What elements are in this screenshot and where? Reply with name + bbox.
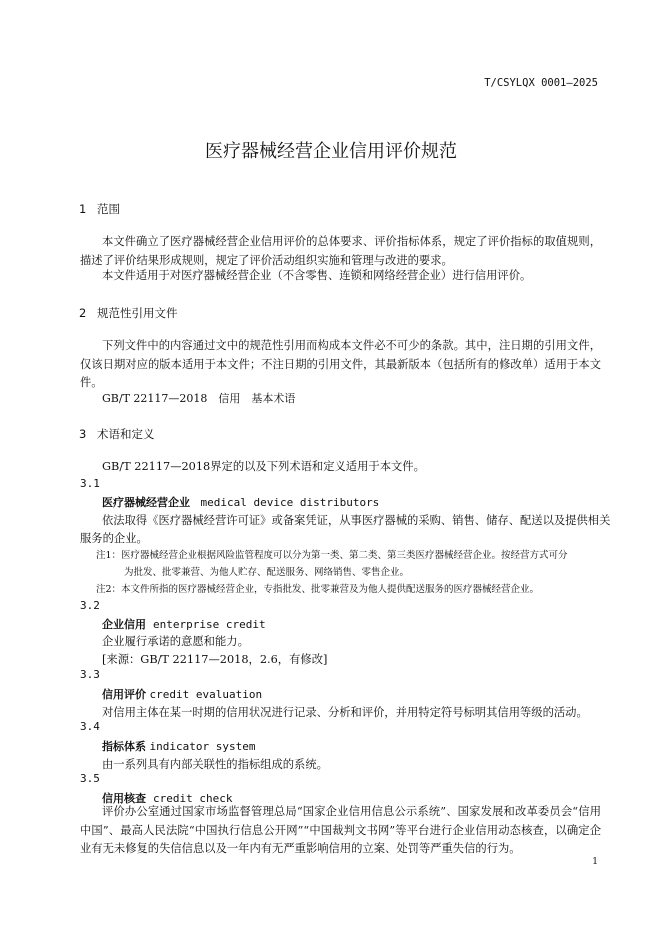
- term-definition-continued: 服务的企业。: [80, 532, 148, 545]
- term-title-en: credit evaluation: [149, 688, 263, 701]
- scope-paragraph-1: 本文件确立了医疗器械经营企业信用评价的总体要求、评价指标体系，规定了评价指标的取值规则，描述了评价结果形成规则，规定了评价活动组织实施和管理与改进的要求。: [80, 235, 601, 267]
- section-title: 术语和定义: [97, 427, 155, 441]
- document-number: T/CSYLQX 0001—2025: [484, 77, 598, 89]
- term-title-en: indicator system: [149, 740, 256, 753]
- term-definition: 由一系列具有内部关联性的指标组成的系统。: [102, 758, 328, 771]
- term-title-zh: 企业信用: [102, 618, 146, 631]
- reference-item: GB/T 22117—2018 信用 基本术语: [102, 392, 296, 405]
- scope-paragraph-2: 本文件适用于对医疗器械经营企业（不含零售、连锁和网络经营企业）进行信用评价。: [102, 269, 532, 282]
- section-title: 规范性引用文件: [97, 306, 178, 320]
- term-number: 3.3: [80, 668, 100, 681]
- term-title-zh: 医疗器械经营企业: [102, 496, 190, 509]
- term-title: [102, 494, 379, 510]
- term-title-en: medical device distributors: [200, 496, 380, 509]
- note-label: 注2：: [96, 584, 122, 595]
- term-title-zh: 信用评价: [102, 688, 146, 701]
- term-title-en: enterprise credit: [153, 618, 266, 631]
- term-title: [102, 616, 266, 632]
- term-definition: 企业履行承诺的意愿和能力。: [102, 635, 249, 648]
- note-text: 本文件所指的医疗器械经营企业，专指批发、批零兼营及为他人提供配送服务的医疗器械经营企业。: [121, 584, 540, 595]
- note-text: 医疗器械经营企业根据风险监管程度可以分为第一类、第二类、第三类医疗器械经营企业。按经营方式可分: [121, 550, 568, 561]
- section-heading-terms: [79, 426, 155, 442]
- term-note-1: [96, 547, 568, 561]
- term-title-en: credit check: [153, 792, 233, 805]
- term-definition: 对信用主体在某一时期的信用状况进行记录、分析和评价，并用特定符号标明其信用等级的活动。: [102, 706, 588, 719]
- terms-intro: GB/T 22117—2018界定的以及下列术语和定义适用于本文件。: [102, 460, 425, 473]
- term-definition: 依法取得《医疗器械经营许可证》或备案凭证，从事医疗器械的采购、销售、储存、配送以及提供相关: [102, 514, 611, 527]
- term-title: [102, 738, 255, 754]
- section-heading-scope: [79, 201, 120, 217]
- section-number: 2: [79, 306, 87, 320]
- document-title: 医疗器械经营企业信用评价规范: [205, 141, 457, 162]
- term-title: [102, 686, 262, 702]
- note-label: 注1：: [96, 550, 122, 561]
- section-number: 3: [79, 427, 87, 441]
- term-number: 3.2: [80, 599, 100, 612]
- section-title: 范围: [97, 202, 120, 216]
- term-source: [来源：GB/T 22117—2018，2.6，有修改]: [102, 653, 328, 666]
- term-note-1-continued: 为批发、批零兼营、为他人贮存、配送服务、网络销售、零售企业。: [124, 567, 410, 578]
- page-number: 1: [592, 857, 598, 867]
- references-paragraph: 下列文件中的内容通过文中的规范性引用而构成本文件必不可少的条款。其中，注日期的引用文件，仅该日期对应的版本适用于本文件；不注日期的引用文件，其最新版本（包括所有的修改单）适用于本文件。: [80, 339, 601, 389]
- term-note-2: [96, 581, 539, 595]
- section-heading-references: [79, 305, 178, 321]
- term-definition: 评价办公室通过国家市场监督管理总局“国家企业信用信息公示系统”、国家发展和改革委员会“信用中国”、最高人民法院“中国执行信息公开网”“中国裁判文书网”等平台进行企业信用动态核查，以确定企业有无未修复的失信信息以及一年内有无严重影响信用的立案、处罚等严重失信的行为。: [80, 805, 601, 855]
- term-title-zh: 指标体系: [102, 740, 146, 753]
- section-number: 1: [79, 202, 87, 216]
- term-number: 3.1: [80, 477, 100, 490]
- term-number: 3.5: [80, 772, 100, 785]
- term-title-zh: 信用核查: [102, 792, 146, 805]
- term-number: 3.4: [80, 720, 100, 733]
